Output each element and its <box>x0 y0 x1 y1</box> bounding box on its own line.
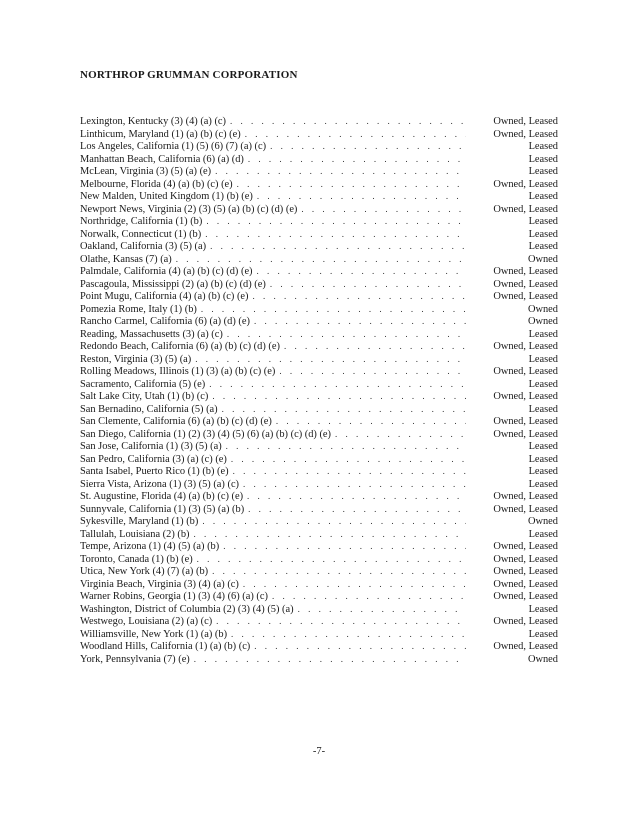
dot-leader <box>209 378 466 391</box>
property-location: McLean, Virginia (3) (5) (a) (e) <box>80 166 212 177</box>
property-row <box>80 640 558 653</box>
property-row <box>80 340 558 353</box>
property-location: Westwego, Louisiana (2) (a) (c) <box>80 616 213 627</box>
dot-leader <box>231 628 466 641</box>
property-location: Linthicum, Maryland (1) (a) (b) (c) (e) <box>80 128 241 140</box>
dot-leader <box>201 303 466 316</box>
property-row <box>80 303 558 316</box>
dot-leader <box>230 115 466 128</box>
property-row <box>80 290 558 303</box>
property-ownership: Owned, Leased <box>493 416 558 427</box>
dot-leader <box>298 603 466 616</box>
property-location: Sykesville, Maryland (1) (b) <box>80 516 199 527</box>
property-ownership: Owned, Leased <box>493 291 558 302</box>
dot-leader <box>279 365 466 378</box>
property-location: Washington, District of Columbia (2) (3) (4) (5) (a) <box>80 603 294 615</box>
dot-leader <box>222 403 466 416</box>
property-location: Santa Isabel, Puerto Rico (1) (b) (e) <box>80 466 229 477</box>
property-row <box>80 578 558 591</box>
dot-leader <box>226 440 466 453</box>
dot-leader <box>254 640 466 653</box>
property-location: Melbourne, Florida (4) (a) (b) (c) (e) <box>80 178 233 190</box>
property-row <box>80 503 558 516</box>
property-location: Utica, New York (4) (7) (a) (b) <box>80 566 209 577</box>
property-ownership: Owned, Leased <box>493 503 558 515</box>
company-header: NORTHROP GRUMMAN CORPORATION <box>80 69 298 81</box>
property-ownership: Owned, Leased <box>493 391 558 402</box>
property-row <box>80 628 558 641</box>
dot-leader <box>212 390 466 403</box>
dot-leader <box>254 315 466 328</box>
property-location: Toronto, Canada (1) (b) (e) <box>80 553 193 565</box>
property-location: San Jose, California (1) (3) (5) (a) <box>80 441 222 452</box>
property-location: Rolling Meadows, Illinois (1) (3) (a) (b) (c) (e) <box>80 366 276 377</box>
property-location: New Malden, United Kingdom (1) (b) (e) <box>80 191 253 202</box>
property-ownership: Leased <box>528 403 558 415</box>
dot-leader <box>284 340 466 353</box>
property-ownership: Owned, Leased <box>493 278 558 290</box>
dot-leader <box>272 590 466 603</box>
property-ownership: Owned, Leased <box>493 203 558 215</box>
property-location: Reading, Massachusetts (3) (a) (c) <box>80 328 223 340</box>
property-location: Virginia Beach, Virginia (3) (4) (a) (c) <box>80 578 239 590</box>
property-ownership: Leased <box>528 353 558 365</box>
property-location: Manhattan Beach, California (6) (a) (d) <box>80 153 244 165</box>
property-location: Rancho Carmel, California (6) (a) (d) (e) <box>80 316 250 327</box>
property-ownership: Owned <box>527 303 558 315</box>
dot-leader <box>245 128 466 141</box>
property-location: Tempe, Arizona (1) (4) (5) (a) (b) <box>80 541 220 552</box>
property-ownership: Owned <box>527 516 558 527</box>
property-location: Sierra Vista, Arizona (1) (3) (5) (a) (c) <box>80 478 240 490</box>
property-row <box>80 478 558 491</box>
dot-leader <box>335 428 466 441</box>
dot-leader <box>243 578 466 591</box>
dot-leader <box>210 240 466 253</box>
property-row <box>80 190 558 203</box>
property-ownership: Owned, Leased <box>493 641 558 652</box>
property-location: Pomezia Rome, Italy (1) (b) <box>80 303 197 315</box>
property-ownership: Leased <box>528 528 558 540</box>
dot-leader <box>205 228 466 241</box>
property-ownership: Owned <box>527 316 558 327</box>
dot-leader <box>194 653 466 666</box>
property-ownership: Owned, Leased <box>493 128 558 140</box>
dot-leader <box>253 290 466 303</box>
property-ownership: Owned, Leased <box>493 578 558 590</box>
property-ownership: Leased <box>528 241 558 252</box>
property-location: San Bernadino, California (5) (a) <box>80 403 218 415</box>
property-row <box>80 653 558 666</box>
property-row <box>80 215 558 228</box>
property-row <box>80 278 558 291</box>
property-location: Norwalk, Connecticut (1) (b) <box>80 228 202 240</box>
property-row <box>80 440 558 453</box>
property-location: Redondo Beach, California (6) (a) (b) (c) (d) (e) <box>80 341 280 352</box>
property-location: Olathe, Kansas (7) (a) <box>80 253 172 265</box>
property-location: Los Angeles, California (1) (5) (6) (7) (a) (c) <box>80 141 267 152</box>
property-ownership: Owned, Leased <box>493 591 558 602</box>
property-row <box>80 328 558 341</box>
property-location: Williamsville, New York (1) (a) (b) <box>80 628 228 640</box>
dot-leader <box>248 503 466 516</box>
property-ownership: Leased <box>528 628 558 640</box>
dot-leader <box>257 265 466 278</box>
property-row <box>80 115 558 128</box>
property-row <box>80 615 558 628</box>
property-row <box>80 153 558 166</box>
dot-leader <box>233 465 466 478</box>
property-row <box>80 603 558 616</box>
property-ownership: Owned, Leased <box>493 178 558 190</box>
property-ownership: Owned, Leased <box>493 616 558 627</box>
dot-leader <box>194 528 467 541</box>
property-row <box>80 490 558 503</box>
property-ownership: Leased <box>528 328 558 340</box>
property-ownership: Leased <box>528 441 558 452</box>
dot-leader <box>212 565 466 578</box>
property-list <box>80 115 558 665</box>
property-ownership: Owned <box>527 653 558 665</box>
property-row <box>80 528 558 541</box>
property-ownership: Leased <box>528 478 558 490</box>
property-row <box>80 515 558 528</box>
property-ownership: Leased <box>528 141 558 152</box>
property-ownership: Owned, Leased <box>493 366 558 377</box>
property-location: Newport News, Virginia (2) (3) (5) (a) (b) (c) (d) (e) <box>80 203 298 215</box>
dot-leader <box>243 478 466 491</box>
dot-leader <box>270 140 466 153</box>
property-ownership: Owned, Leased <box>493 541 558 552</box>
property-ownership: Leased <box>528 228 558 240</box>
dot-leader <box>195 353 466 366</box>
property-row <box>80 265 558 278</box>
property-ownership: Owned, Leased <box>493 491 558 502</box>
dot-leader <box>216 615 466 628</box>
property-ownership: Leased <box>528 216 558 227</box>
property-location: Oakland, California (3) (5) (a) <box>80 241 207 252</box>
property-row <box>80 403 558 416</box>
property-ownership: Owned, Leased <box>493 553 558 565</box>
property-row <box>80 228 558 241</box>
property-ownership: Owned, Leased <box>493 341 558 352</box>
property-location: Northridge, California (1) (b) <box>80 216 203 227</box>
dot-leader <box>197 553 466 566</box>
dot-leader <box>301 203 466 216</box>
property-location: Sunnyvale, California (1) (3) (5) (a) (b) <box>80 503 245 515</box>
property-location: Warner Robins, Georgia (1) (3) (4) (6) (a) (c) <box>80 591 268 602</box>
property-row <box>80 315 558 328</box>
property-location: Salt Lake City, Utah (1) (b) (c) <box>80 391 209 402</box>
property-row <box>80 240 558 253</box>
dot-leader <box>231 453 466 466</box>
property-row <box>80 553 558 566</box>
dot-leader <box>257 190 466 203</box>
property-ownership: Owned, Leased <box>493 428 558 440</box>
property-row <box>80 590 558 603</box>
property-row <box>80 428 558 441</box>
property-location: Reston, Virginia (3) (5) (a) <box>80 353 192 365</box>
property-row <box>80 565 558 578</box>
property-row <box>80 165 558 178</box>
property-location: San Clemente, California (6) (a) (b) (c) (d) (e) <box>80 416 272 427</box>
property-row <box>80 178 558 191</box>
dot-leader <box>202 515 466 528</box>
property-location: Lexington, Kentucky (3) (4) (a) (c) <box>80 116 226 127</box>
dot-leader <box>223 540 466 553</box>
property-location: Woodland Hills, California (1) (a) (b) (c) <box>80 641 251 652</box>
dot-leader <box>176 253 466 266</box>
property-row <box>80 540 558 553</box>
property-ownership: Leased <box>528 153 558 165</box>
property-location: St. Augustine, Florida (4) (a) (b) (c) (e) <box>80 491 244 502</box>
property-location: San Diego, California (1) (2) (3) (4) (5) (6) (a) (b) (c) (d) (e) <box>80 428 331 440</box>
property-ownership: Leased <box>528 166 558 177</box>
property-row <box>80 415 558 428</box>
property-ownership: Leased <box>528 378 558 390</box>
property-ownership: Leased <box>528 603 558 615</box>
property-row <box>80 465 558 478</box>
property-ownership: Owned, Leased <box>493 266 558 277</box>
dot-leader <box>227 328 466 341</box>
property-row <box>80 390 558 403</box>
property-ownership: Owned, Leased <box>493 116 558 127</box>
property-ownership: Leased <box>528 466 558 477</box>
property-ownership: Leased <box>528 453 558 465</box>
dot-leader <box>276 415 466 428</box>
property-row <box>80 353 558 366</box>
property-location: San Pedro, California (3) (a) (c) (e) <box>80 453 227 465</box>
property-location: Point Mugu, California (4) (a) (b) (c) (e) <box>80 291 249 302</box>
dot-leader <box>237 178 466 191</box>
property-row <box>80 453 558 466</box>
property-row <box>80 140 558 153</box>
property-row <box>80 378 558 391</box>
dot-leader <box>248 153 466 166</box>
property-location: Pascagoula, Mississippi (2) (a) (b) (c) (d) (e) <box>80 278 266 290</box>
dot-leader <box>247 490 466 503</box>
property-ownership: Owned, Leased <box>493 566 558 577</box>
property-ownership: Leased <box>528 191 558 202</box>
page-number: -7- <box>312 746 326 757</box>
dot-leader <box>215 165 466 178</box>
property-row <box>80 203 558 216</box>
property-row <box>80 365 558 378</box>
property-ownership: Owned <box>527 253 558 265</box>
property-row <box>80 253 558 266</box>
dot-leader <box>206 215 466 228</box>
property-location: York, Pennsylvania (7) (e) <box>80 653 190 665</box>
property-location: Tallulah, Louisiana (2) (b) <box>80 528 190 540</box>
property-location: Sacramento, California (5) (e) <box>80 378 206 390</box>
dot-leader <box>270 278 466 291</box>
property-location: Palmdale, California (4) (a) (b) (c) (d) (e) <box>80 266 253 277</box>
property-row <box>80 128 558 141</box>
